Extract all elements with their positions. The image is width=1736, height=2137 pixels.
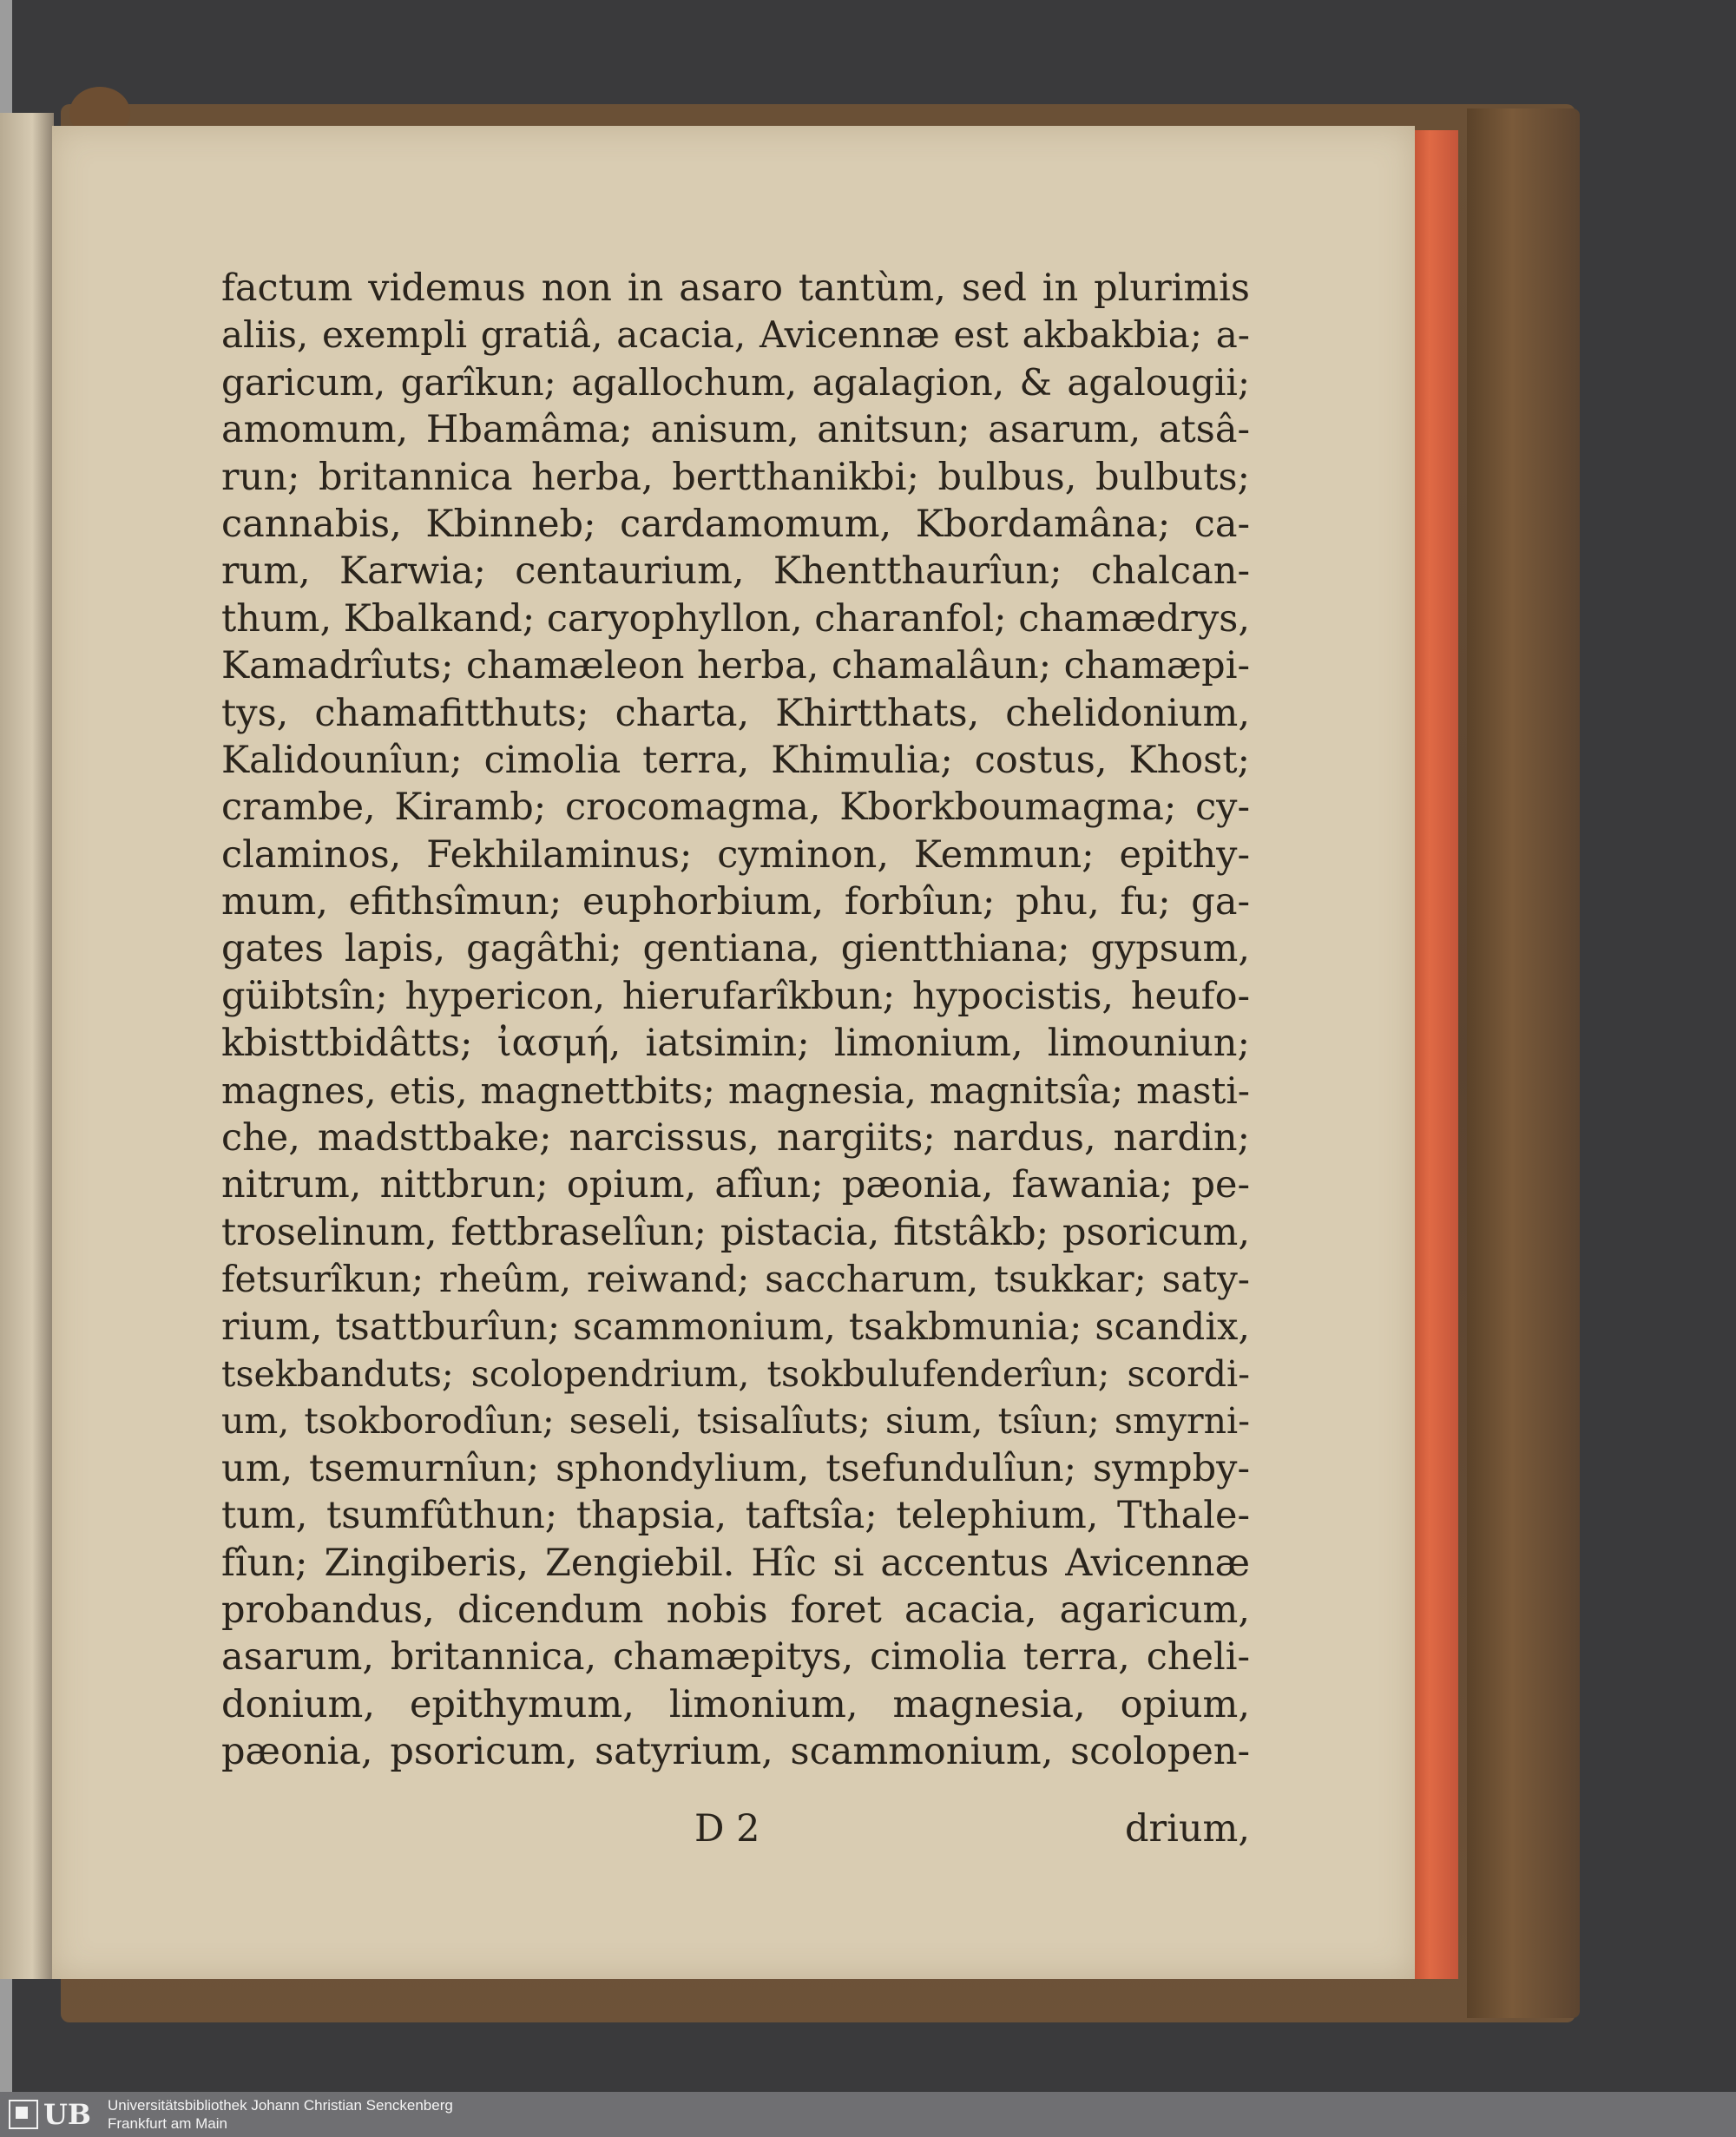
text-line: tsekbanduts; scolopendrium, tsokbulufenderîun; scordi-: [221, 1352, 1250, 1395]
text-line: aliis, exempli gratiâ, acacia, Avicennæ est akbakbia; a-: [221, 313, 1250, 357]
text-line: kbisttbidâtts; ἰασμή, iatsimin; limonium, limouniun;: [221, 1022, 1250, 1066]
page-text: [221, 265, 1250, 1776]
text-line: cannabis, Kbinneb; cardamomum, Kbordamâna; ca-: [221, 502, 1250, 546]
text-line: claminos, Fekhilaminus; cyminon, Kemmun; epithy-: [221, 832, 1250, 877]
text-line: amomum, Hbamâma; anisum, anitsun; asarum, atsâ-: [221, 408, 1250, 452]
text-line: tys, chamafitthuts; charta, Khirtthats, chelidonium,: [221, 691, 1250, 735]
text-line: fetsurîkun; rheûm, reiwand; saccharum, tsukkar; saty-: [221, 1258, 1250, 1301]
text-line: run; britannica herba, bertthanikbi; bulbus, bulbuts;: [221, 455, 1250, 499]
text-line: um, tsemurnîun; sphondylium, tsefundulîun; sympby-: [221, 1446, 1250, 1490]
book-spine-edge: [1467, 108, 1580, 2018]
text-line: fîun; Zingiberis, Zengiebil. Hîc si accentus Avicennæ: [221, 1541, 1250, 1585]
library-bar: [0, 2092, 1736, 2137]
text-line: güibtsîn; hypericon, hierufarîkbun; hypocistis, heufo-: [221, 974, 1250, 1018]
neighbor-page: [0, 113, 54, 1979]
text-line: Kalidounîun; cimolia terra, Khimulia; costus, Khost;: [221, 738, 1250, 782]
text-line: Kamadrîuts; chamæleon herba, chamalâun; chamæpi-: [221, 644, 1250, 688]
text-line: rum, Karwia; centaurium, Khentthaurîun; chalcan-: [221, 549, 1250, 594]
text-line: factum videmus non in asaro tantùm, sed in plurimis: [221, 266, 1250, 310]
text-line: um, tsokborodîun; seseli, tsisalîuts; sium, tsîun; smyrni-: [221, 1400, 1250, 1443]
text-line: crambe, Kiramb; crocomagma, Kborkboumagma; cy-: [221, 786, 1250, 830]
text-line: donium, epithymum, limonium, magnesia, opium,: [221, 1682, 1250, 1726]
text-line: thum, Kbalkand; caryophyllon, charanfol; chamædrys,: [221, 596, 1250, 641]
page-footer: [221, 1807, 1250, 1859]
text-line: magnes, etis, magnettbits; magnesia, magnitsîa; masti-: [221, 1068, 1250, 1112]
library-logo-text: UB: [43, 2098, 91, 2131]
text-line: pæonia, psoricum, satyrium, scammonium, scolopen-: [221, 1730, 1250, 1774]
text-line: tum, tsumfûthun; thapsia, taftsîa; telephium, Tthale-: [221, 1494, 1250, 1538]
text-line: asarum, britannica, chamæpitys, cimolia terra, cheli-: [221, 1635, 1250, 1680]
text-line: mum, efithsîmun; euphorbium, forbîun; phu, fu; ga-: [221, 880, 1250, 924]
library-name-line2: Frankfurt am Main: [108, 2115, 227, 2132]
text-line: garicum, garîkun; agallochum, agalagion, & agalougii;: [221, 360, 1250, 404]
catchword: drium,: [1125, 1807, 1250, 1851]
text-line: rium, tsattburîun; scammonium, tsakbmunia; scandix,: [221, 1305, 1250, 1349]
text-line: nitrum, nittbrun; opium, afîun; pæonia, fawania; pe-: [221, 1163, 1250, 1207]
library-name-line1: Universitätsbibliothek Johann Christian Senckenberg: [108, 2097, 453, 2114]
signature-mark: D 2: [694, 1807, 760, 1851]
library-logo: [9, 2097, 95, 2132]
text-line: gates lapis, gagâthi; gentiana, gientthiana; gypsum,: [221, 927, 1250, 971]
library-logo-icon: [9, 2100, 38, 2129]
text-line: troselinum, fettbraselîun; pistacia, fitstâkb; psoricum,: [221, 1210, 1250, 1254]
library-name: [108, 2096, 453, 2133]
text-line: che, madsttbake; narcissus, nargiits; nardus, nardin;: [221, 1116, 1250, 1161]
text-line: probandus, dicendum nobis foret acacia, agaricum,: [221, 1588, 1250, 1632]
